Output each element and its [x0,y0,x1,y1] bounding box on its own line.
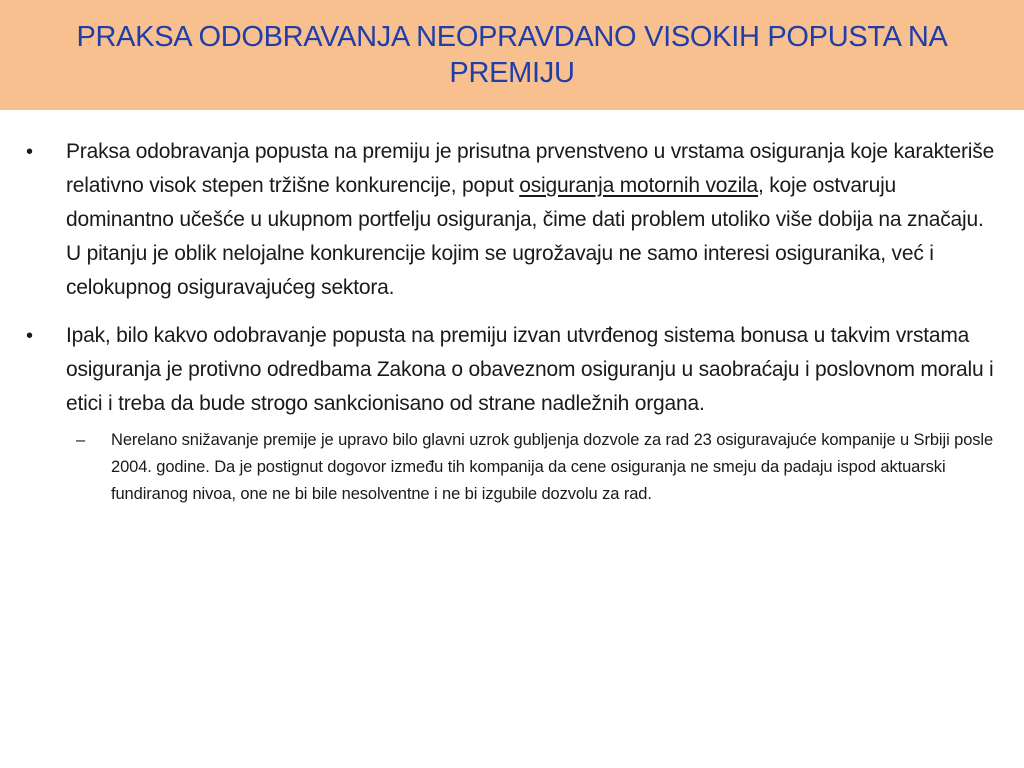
bullet-1-text-after: , koje ostvaruju dominantno učešće u ukupnom portfelju osiguranja, čime dati problem utoliko više dobija na značaju. U pitanju je oblik nelojalne konkurencije kojim se ugrožavaju ne samo interesi osiguranika, već i celokupnog osiguravajućeg sektora. [66,174,984,299]
title-band [0,0,1024,110]
bullet-1-text-before: Praksa odobravanja popusta na premiju je prisutna prvenstveno u vrstama osiguranja koje karakteriše relativno visok stepen tržišne konkurencije, poput [66,140,995,197]
bullet-2-text: Ipak, bilo kakvo odobravanje popusta na premiju izvan utvrđenog sistema bonusa u takvim vrstama osiguranja je protivno odredbama Zakona o obaveznom osiguranju u saobraćaju i poslovnom moralu i etici i treba da bude strogo sankcionisano od strane nadležnih organa. [66,324,994,415]
sub-bullet-item-1 [76,427,994,508]
sub-bullet-marker: – [76,431,86,449]
bullet-item-1 [26,135,1000,305]
bullet-item-2 [26,319,1000,421]
sub-bullet-1-text: Nerelano snižavanje premije je upravo bilo glavni uzrok gubljenja dozvole za rad 23 osiguravajuće kompanije u Srbiji posle 2004. godine. Da je postignut dogovor između tih kompanija da cene osiguranja ne smeju da padaju ispod aktuarski fundiranog nivoa, one ne bi bile nesolventne i ne bi izgubile dozvolu za rad. [111,431,994,503]
bullet-marker: • [26,325,33,347]
slide-body [0,135,1024,508]
bullet-marker: • [26,141,33,163]
slide-title: PRAKSA ODOBRAVANJA NEOPRAVDANO VISOKIH POPUSTA NA PREMIJU [76,21,948,89]
bullet-1-underlined-term: osiguranja motornih vozila [519,174,758,197]
